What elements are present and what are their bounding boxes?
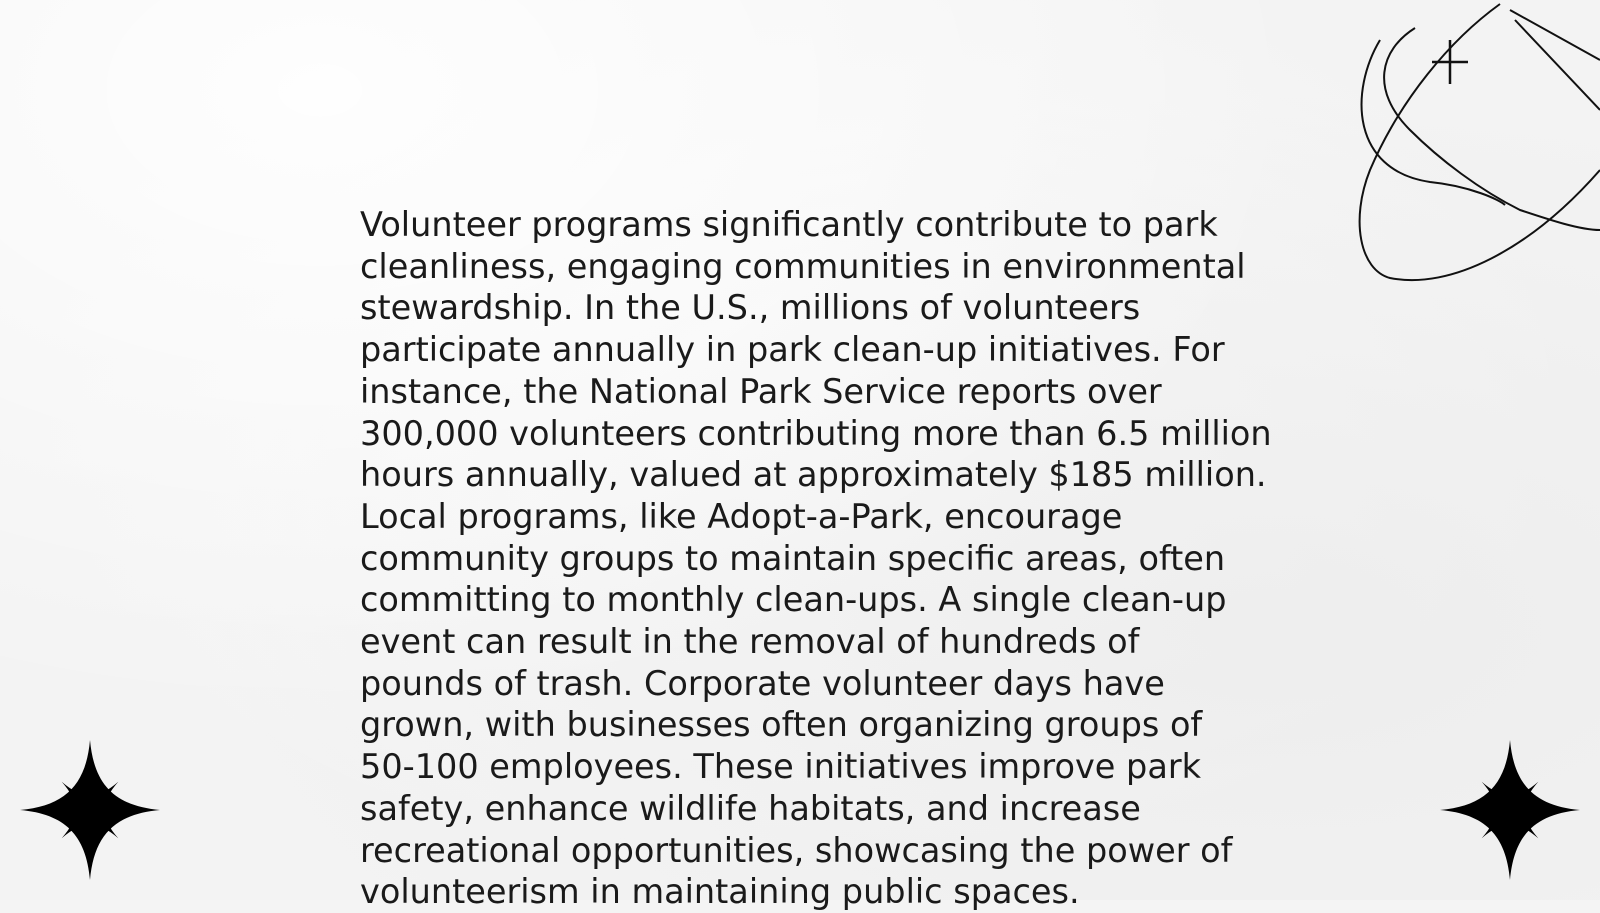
body-line: recreational opportunities, showcasing the power of xyxy=(360,830,1233,870)
body-line: stewardship. In the U.S., millions of volunteers xyxy=(360,288,1141,328)
body-line: pounds of trash. Corporate volunteer days have xyxy=(360,663,1165,703)
body-line: event can result in the removal of hundreds of xyxy=(360,622,1140,662)
body-line: 50-100 employees. These initiatives improve park xyxy=(360,747,1202,787)
body-line: committing to monthly clean-ups. A single clean-up xyxy=(360,580,1227,620)
orbit-lines-icon xyxy=(1310,0,1600,300)
body-line: safety, enhance wildlife habitats, and increase xyxy=(360,788,1141,828)
body-line: Volunteer programs significantly contribute to park xyxy=(360,205,1218,244)
body-line: community groups to maintain specific areas, often xyxy=(360,538,1226,578)
body-line: grown, with businesses often organizing groups of xyxy=(360,705,1203,745)
four-point-star-icon xyxy=(1440,740,1580,880)
body-line: cleanliness, engaging communities in environmental xyxy=(360,246,1246,286)
body-line: instance, the National Park Service reports over xyxy=(360,371,1162,411)
body-line: 300,000 volunteers contributing more than 6.5 million xyxy=(360,413,1272,453)
body-line: volunteerism in maintaining public spaces. xyxy=(360,872,1080,912)
four-point-star-icon xyxy=(20,740,160,880)
body-line: hours annually, valued at approximately $185 million. xyxy=(360,455,1267,495)
crosshair-mark xyxy=(1432,40,1468,84)
body-text xyxy=(360,204,1272,913)
body-line: Local programs, like Adopt-a-Park, encourage xyxy=(360,496,1123,536)
body-line: participate annually in park clean-up initiatives. For xyxy=(360,330,1225,370)
